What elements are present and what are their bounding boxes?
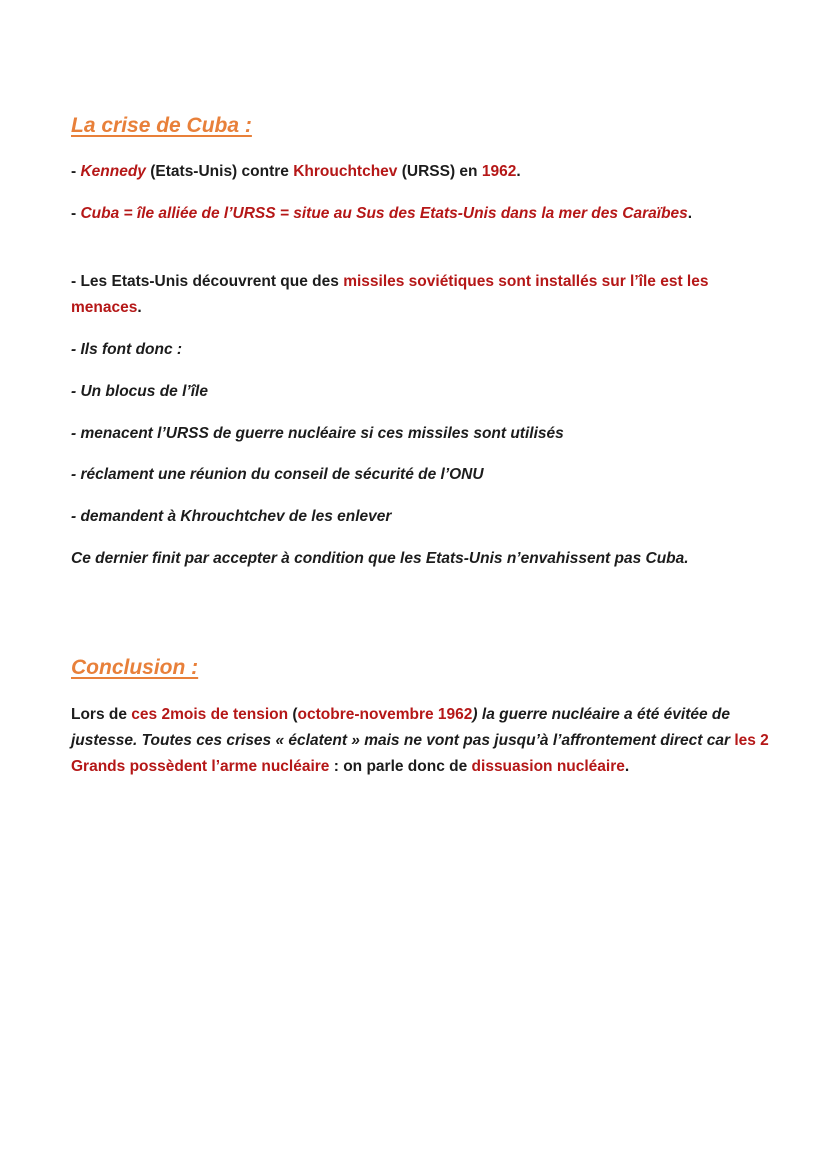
highlight-year: 1962 bbox=[481, 163, 517, 180]
paragraph-demandent: - demandent à Khrouchtchev de les enlever bbox=[71, 508, 392, 525]
text-fragment: (Etats-Unis) contre bbox=[145, 163, 294, 180]
text-fragment: . bbox=[624, 758, 630, 775]
highlight-missiles: missiles soviétiques sont installés sur l’île est les menaces bbox=[71, 273, 709, 316]
paragraph-kennedy bbox=[71, 159, 771, 185]
text-fragment: - Les Etats-Unis découvrent que des bbox=[71, 273, 344, 290]
highlight-dates: octobre-novembre 1962 bbox=[297, 706, 473, 723]
text-fragment: - bbox=[71, 163, 81, 180]
text-fragment: Lors de bbox=[71, 706, 132, 723]
text-fragment: : on parle donc de bbox=[329, 758, 472, 775]
text-fragment: - bbox=[71, 205, 81, 222]
text-fragment: . bbox=[137, 299, 142, 316]
paragraph-menacent: - menacent l’URSS de guerre nucléaire si ces missiles sont utilisés bbox=[71, 425, 564, 442]
text-fragment: . bbox=[516, 163, 521, 180]
highlight-grands: les 2 Grands possèdent l’arme nucléaire bbox=[71, 732, 769, 775]
paragraph-missiles bbox=[71, 269, 771, 321]
text-fragment: ) la guerre nucléaire a été évitée de justesse. Toutes ces crises « éclatent » mais ne vont pas jusqu’à l’affrontement direct car bbox=[71, 706, 735, 749]
text-fragment: . bbox=[687, 205, 693, 222]
paragraph-conclusion bbox=[71, 702, 771, 780]
highlight-tension: ces 2mois de tension bbox=[131, 706, 289, 723]
paragraph-blocus: - Un blocus de l’île bbox=[71, 383, 208, 400]
paragraph-reclament: - réclament une réunion du conseil de sécurité de l’ONU bbox=[71, 466, 484, 483]
highlight-kennedy: Kennedy bbox=[80, 163, 146, 180]
paragraph-cuba bbox=[71, 201, 771, 227]
section-title-conclusion: Conclusion : bbox=[71, 656, 199, 679]
section-title-cuba: La crise de Cuba : bbox=[71, 114, 252, 137]
paragraph-ils-font: - Ils font donc : bbox=[71, 341, 183, 358]
paragraph-ce-dernier: Ce dernier finit par accepter à condition que les Etats-Unis n’envahissent pas Cuba. bbox=[71, 550, 689, 567]
highlight-cuba: Cuba = île alliée de l’URSS = situe au Sus des Etats-Unis dans la mer des Caraïbes bbox=[80, 205, 688, 222]
text-fragment: ( bbox=[288, 706, 298, 723]
highlight-khrouchtchev: Khrouchtchev bbox=[293, 163, 398, 180]
text-fragment: (URSS) en bbox=[397, 163, 482, 180]
highlight-dissuasion: dissuasion nucléaire bbox=[471, 758, 625, 775]
